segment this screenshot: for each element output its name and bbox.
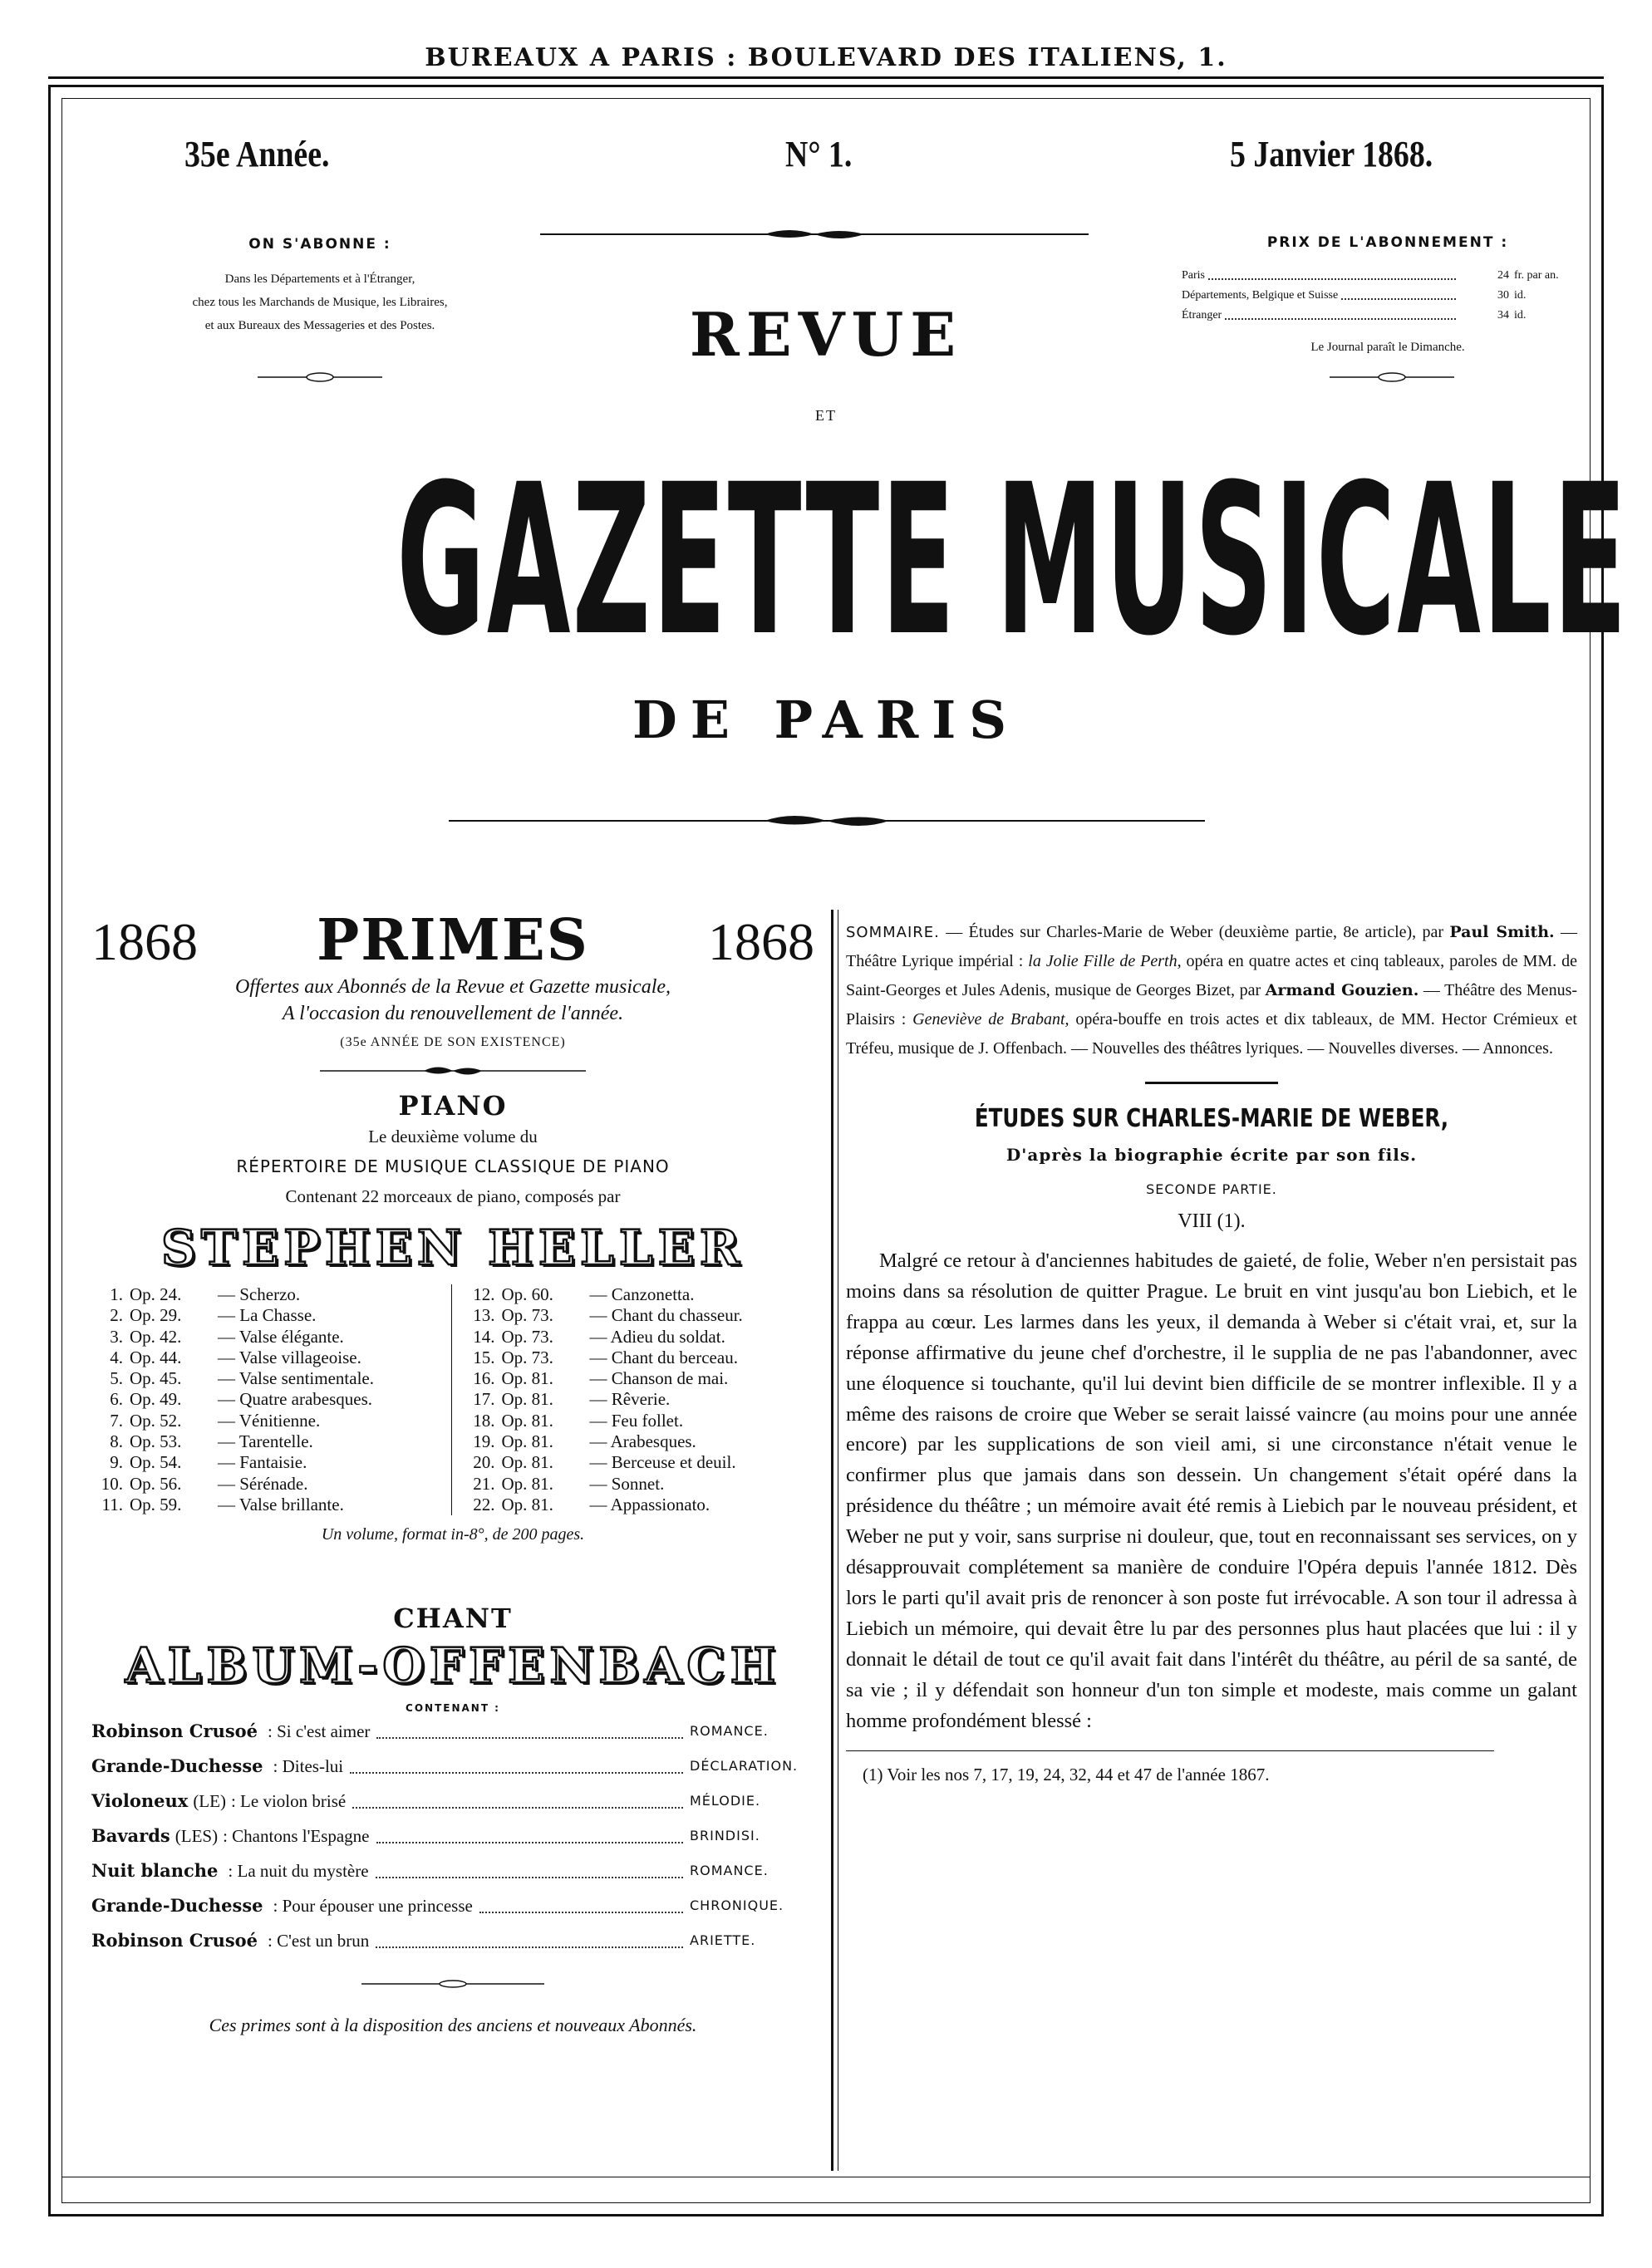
year-of-publication: 35e Année. <box>184 134 330 174</box>
primes-year-right: 1868 <box>707 912 814 971</box>
list-item: Robinson Crusoé : Si c'est aimer ROMANCE. <box>91 1714 814 1749</box>
list-item: Violoneux (LE) : Le violon brisé MÉLODIE. <box>91 1784 814 1819</box>
price-label: Départements, Belgique et Suisse <box>1182 289 1339 302</box>
article-chapter: VIII (1). <box>1178 1210 1246 1232</box>
price-unit: id. <box>1514 309 1527 322</box>
subscribe-line: Dans les Départements et à l'Étranger, <box>224 272 415 286</box>
list-item: 6. Op. 49. — Quatre arabesques. <box>110 1389 373 1410</box>
masthead-title: GAZETTE MUSICALE <box>396 439 1629 681</box>
section-rule <box>1145 1082 1278 1084</box>
list-item: Bavards (LES) : Chantons l'Espagne BRINDISI. <box>91 1819 814 1853</box>
list-item: 13. Op. 73. — Chant du chasseur. <box>473 1305 743 1326</box>
address-line: BUREAUX A PARIS : BOULEVARD DES ITALIENS, 1. <box>425 43 1227 72</box>
masthead-et: ET <box>815 407 837 424</box>
price-value: 34 <box>1497 309 1509 322</box>
dot-leader <box>1208 266 1456 280</box>
composer-name: STEPHEN HELLER <box>160 1220 745 1276</box>
ornament-flourish <box>361 1978 544 1990</box>
article-body: Malgré ce retour à d'anciennes habitudes de gaieté, de folie, Weber n'en persistait pas moins dans sa résolution de quitter Prague. Le bruit en vint jusqu'au bon Liebich, et le frappa au cœur. Les larmes dans les yeux, il demanda à Weber si c'était vrai, et, sur la réponse affirmative du jeune chef d'orchestre, il le supplia de ne pas l'abandonner, avec une éloquence si touchante, qu'il lui devint bien difficile de se montrer inflexible. Il y a même des raisons de croire que Weber se serait laissé vaincre (au moins pour une année encore) par les supplications de son vieil ami, si une circonstance n'était venue le confirmer plus que jamais dans son dessein. Un changement s'était opéré dans la présidence du théâtre ; un mémoire avait été remis à Liebich par le nouveau président, et Weber ne put y voir, sans surprise ni douleur, que, tout en reconnaissant ses services, on y désapprouvait complétement sa manière de conduire l'Opéra depuis l'année 1812. Dès lors le parti qu'il avait pris de renoncer à son poste fut irrévocable. A son tour il adressa à Liebich un mémoire, qui devait être lu par des personnes plus haut placées que lui : il y donnait le détail de tout ce qu'il avait fait dans l'intérêt du théâtre, au péril de sa santé, de sa vie ; il y défendait son honneur d'un ton simple et modeste, mais comme un galant homme profondément blessé : <box>846 1249 1577 1732</box>
list-item: Grande-Duchesse : Pour épouser une princesse CHRONIQUE. <box>91 1888 814 1923</box>
list-item: 9. Op. 54. — Fantaisie. <box>110 1452 307 1473</box>
song-list <box>91 1714 814 1958</box>
album-title: ALBUM-OFFENBACH <box>125 1637 781 1695</box>
primes-anniversary: (35e ANNÉE DE SON EXISTENCE) <box>340 1035 566 1049</box>
list-item: Robinson Crusoé : C'est un brun ARIETTE. <box>91 1923 814 1958</box>
list-item: 10. Op. 56. — Sérénade. <box>101 1473 308 1494</box>
issue-date: 5 Janvier 1868. <box>1230 134 1433 174</box>
piano-repertoire: RÉPERTOIRE DE MUSIQUE CLASSIQUE DE PIANO <box>236 1156 670 1176</box>
issue-number: N° 1. <box>785 134 853 174</box>
ornament-rule <box>540 226 1089 243</box>
list-item: 14. Op. 73. — Adieu du soldat. <box>473 1326 725 1347</box>
list-item: 20. Op. 81. — Berceuse et deuil. <box>473 1452 736 1473</box>
primes-title: PRIMES <box>317 907 589 974</box>
ornament-flourish <box>1330 371 1454 384</box>
piece-list-right <box>452 1284 815 1515</box>
list-item: 7. Op. 52. — Vénitienne. <box>110 1410 321 1431</box>
primes-year-left: 1868 <box>91 912 198 971</box>
sommaire-label: SOMMAIRE. <box>846 924 940 941</box>
price-unit: id. <box>1514 289 1527 302</box>
primes-column <box>91 907 814 2036</box>
price-unit: fr. par an. <box>1514 269 1559 282</box>
price-value: 30 <box>1497 289 1509 302</box>
price-value: 24 <box>1497 269 1509 282</box>
subscribe-line: et aux Bureaux des Messageries et des Postes. <box>204 319 435 332</box>
subscribe-line: chez tous les Marchands de Musique, les Libraires, <box>192 296 448 309</box>
primes-subtitle: A l'occasion du renouvellement de l'année. <box>282 1003 624 1024</box>
address-rule <box>48 76 1604 79</box>
author-name: Armand Gouzien. <box>1265 981 1419 999</box>
list-item: 3. Op. 42. — Valse élégante. <box>110 1326 344 1347</box>
primes-subtitle: Offertes aux Abonnés de la Revue et Gazette musicale, <box>234 976 671 998</box>
list-item: 22. Op. 81. — Appassionato. <box>473 1494 710 1514</box>
list-item: 2. Op. 29. — La Chasse. <box>110 1305 317 1326</box>
primes-footer: Ces primes sont à la disposition des anciens et nouveaux Abonnés. <box>209 2015 697 2036</box>
list-item: 16. Op. 81. — Chanson de mai. <box>473 1368 729 1389</box>
primes-header <box>91 907 814 974</box>
subscribe-heading: ON S'ABONNE : <box>248 236 391 253</box>
sommaire: SOMMAIRE. — Études sur Charles-Marie de Weber (deuxième partie, 8e article), par Paul Smith. — Théâtre Lyrique impérial : la Jolie Fille de Perth, opéra en quatre actes et cinq tableaux, paroles de MM. de Saint-Georges et Jules Adenis, musique de Georges Bizet, par Armand Gouzien. — Théâtre des Menus-Plaisirs : Geneviève de Brabant, opéra-bouffe en trois actes et dix tableaux, de MM. Hector Crémieux et Tréfeu, musique de J. Offenbach. — Nouvelles des théâtres lyriques. — Nouvelles diverses. — Annonces. <box>846 923 1578 1058</box>
article-column <box>846 918 1577 1785</box>
chant-heading: CHANT <box>393 1603 513 1635</box>
dot-leader <box>1341 286 1456 300</box>
list-item: 4. Op. 44. — Valse villageoise. <box>110 1347 361 1367</box>
contenant-label: CONTENANT : <box>406 1702 500 1715</box>
piano-heading: PIANO <box>398 1090 508 1122</box>
publication-note: Le Journal paraît le Dimanche. <box>1310 341 1465 354</box>
list-item: 11. Op. 59. — Valse brillante. <box>101 1494 344 1514</box>
list-item: Nuit blanche : La nuit du mystère ROMANCE. <box>91 1853 814 1888</box>
price-row <box>1182 266 1572 286</box>
list-item: 12. Op. 60. — Canzonetta. <box>473 1284 695 1304</box>
list-item: 5. Op. 45. — Valse sentimentale. <box>110 1368 374 1389</box>
article-title: ÉTUDES SUR CHARLES-MARIE DE WEBER, <box>974 1104 1449 1133</box>
masthead-revue: REVUE <box>689 299 963 370</box>
ornament-flourish <box>320 1063 586 1078</box>
piano-line: Contenant 22 morceaux de piano, composés par <box>285 1186 621 1206</box>
volume-note: Un volume, format in-8°, de 200 pages. <box>321 1525 585 1544</box>
list-item: 21. Op. 81. — Sonnet. <box>473 1473 665 1494</box>
price-label: Étranger <box>1182 309 1222 322</box>
piece-list-left <box>91 1284 452 1515</box>
masthead-de-paris: DE PARIS <box>632 690 1020 750</box>
ornament-rule <box>449 811 1205 831</box>
price-heading: PRIX DE L'ABONNEMENT : <box>1266 234 1509 251</box>
piano-line: Le deuxième volume du <box>368 1127 538 1146</box>
footnote: (1) Voir les nos 7, 17, 19, 24, 32, 44 et 47 de l'année 1867. <box>863 1764 1270 1784</box>
piece-list <box>91 1284 814 1515</box>
list-item: 17. Op. 81. — Rêverie. <box>473 1389 671 1410</box>
column-separator <box>831 910 833 2171</box>
price-label: Paris <box>1182 269 1205 282</box>
list-item: Grande-Duchesse : Dites-lui DÉCLARATION. <box>91 1749 814 1784</box>
article-subtitle: D'après la biographie écrite par son fils. <box>1005 1145 1418 1165</box>
footnote-rule <box>846 1750 1494 1751</box>
list-item: 15. Op. 73. — Chant du berceau. <box>473 1347 738 1367</box>
list-item: 19. Op. 81. — Arabesques. <box>473 1431 696 1452</box>
list-item: 18. Op. 81. — Feu follet. <box>473 1410 684 1431</box>
author-name: Paul Smith. <box>1449 923 1555 941</box>
list-item: 1. Op. 24. — Scherzo. <box>110 1284 301 1304</box>
ornament-flourish <box>258 371 382 384</box>
list-item: 8. Op. 53. — Tarentelle. <box>110 1431 313 1452</box>
article-part: SECONDE PARTIE. <box>1146 1181 1277 1197</box>
